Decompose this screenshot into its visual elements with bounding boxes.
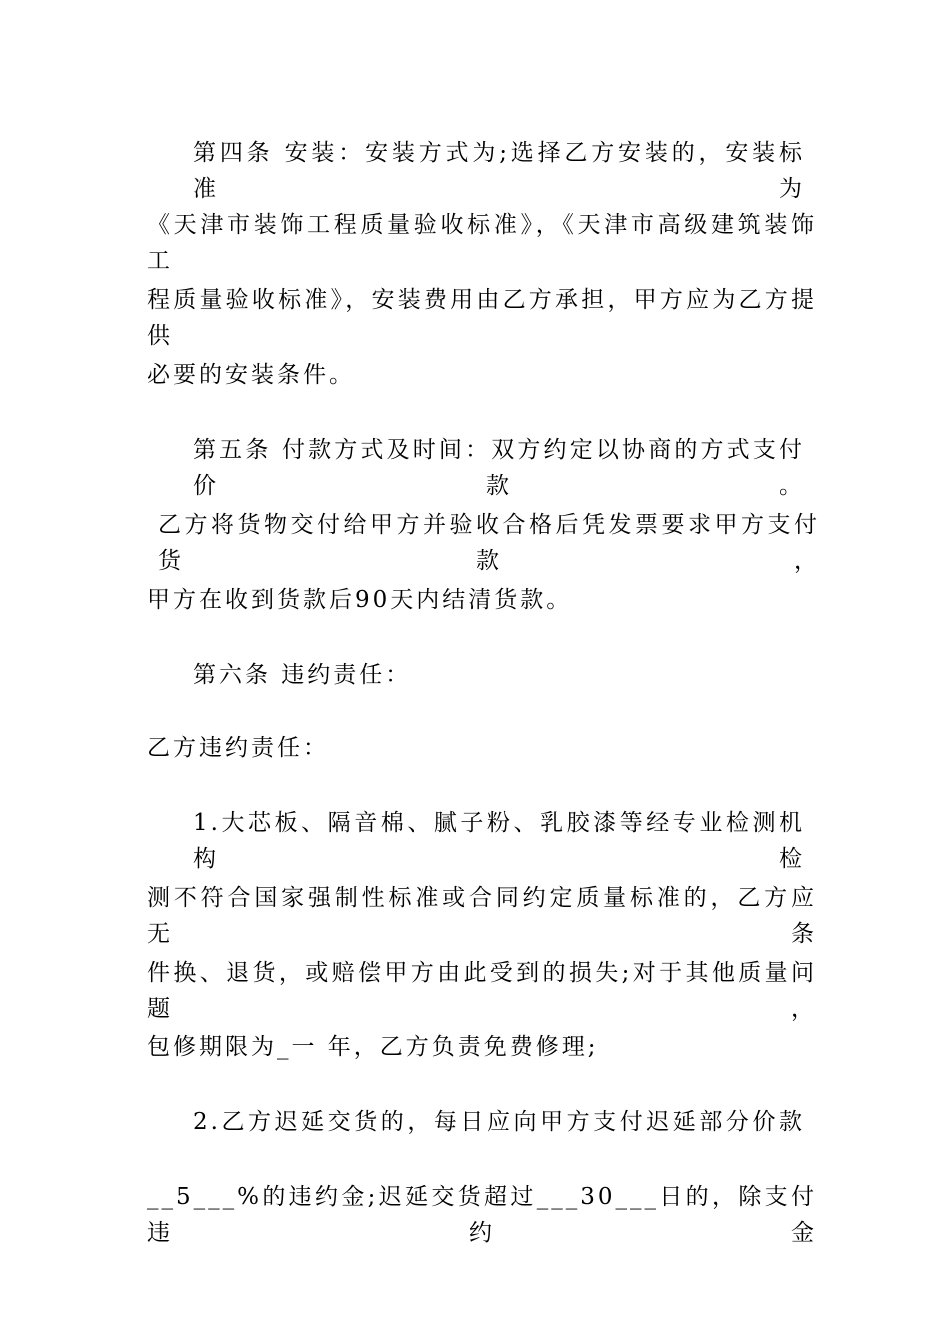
article-5-line-2: 乙方将货物交付给甲方并验收合格后凭发票要求甲方支付货款，	[158, 512, 820, 574]
article-4-line-3: 程质量验收标准》，安装费用由乙方承担，甲方应为乙方提供	[147, 287, 817, 349]
clause-1-line-4: 包修期限为_一 年，乙方负责免费修理;	[147, 1034, 599, 1060]
article-4-line-2: 《天津市装饰工程质量验收标准》，《天津市高级建筑装饰工	[147, 212, 817, 274]
article-4-line-4: 必要的安装条件。	[147, 362, 355, 388]
article-4-heading-line: 第四条 安装：安装方式为;选择乙方安装的，安装标准为	[193, 140, 805, 202]
clause-2-line-2: __5___%的违约金;迟延交货超过___30___日的，除支付违约金	[147, 1184, 817, 1246]
article-5-line-3: 甲方在收到货款后90天内结清货款。	[147, 587, 573, 613]
clause-1-line-3: 件换、退货，或赔偿甲方由此受到的损失;对于其他质量问题，	[147, 960, 817, 1022]
party-b-liability-heading: 乙方违约责任：	[147, 735, 329, 761]
clause-1-line-2: 测不符合国家强制性标准或合同约定质量标准的，乙方应无条	[147, 885, 817, 947]
article-5-heading-line: 第五条 付款方式及时间：双方约定以协商的方式支付价款。	[193, 437, 805, 499]
article-6-heading: 第六条 违约责任：	[193, 662, 412, 688]
clause-1-line-1: 1.大芯板、隔音棉、腻子粉、乳胶漆等经专业检测机构检	[193, 810, 805, 872]
clause-2-line-1: 2.乙方迟延交货的，每日应向甲方支付迟延部分价款	[193, 1109, 805, 1135]
